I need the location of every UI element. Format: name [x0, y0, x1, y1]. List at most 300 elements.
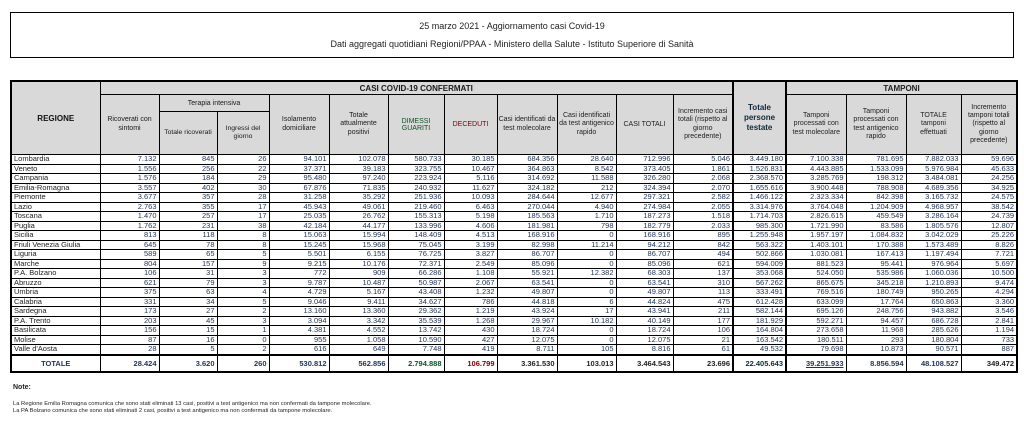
data-cell: 24.256	[961, 174, 1017, 184]
data-cell: 3	[217, 316, 269, 326]
data-cell: 49.061	[329, 202, 388, 212]
data-cell: 1.219	[444, 307, 497, 317]
data-cell: 909	[329, 269, 388, 279]
data-cell: 355	[159, 202, 217, 212]
header-ricoverati: Ricoverati con sintomi	[100, 95, 159, 155]
data-cell: 5.697	[961, 259, 1017, 269]
table-row	[11, 231, 1017, 241]
data-cell: 0	[557, 278, 616, 288]
data-cell: 1.518	[673, 212, 733, 222]
data-cell: 502.866	[733, 250, 786, 260]
table-row	[11, 278, 1017, 288]
data-cell: 494	[673, 250, 733, 260]
data-cell: 1.533.099	[846, 164, 906, 174]
data-cell: 13.360	[329, 307, 388, 317]
data-cell: 285.626	[906, 326, 961, 336]
data-cell: 2.068	[673, 174, 733, 184]
data-cell: 2.826.615	[786, 212, 846, 222]
data-cell: 3.557	[100, 183, 159, 193]
data-cell: 2.763	[100, 202, 159, 212]
header-regione: REGIONE	[11, 81, 100, 155]
total-value-cell: 103.013	[557, 355, 616, 372]
data-cell: 90.571	[906, 345, 961, 355]
data-cell: 3	[217, 269, 269, 279]
data-cell: 10.467	[444, 164, 497, 174]
data-cell: 63.541	[616, 278, 673, 288]
data-cell: 5.976.984	[906, 164, 961, 174]
data-cell: 8	[217, 240, 269, 250]
data-cell: 44.177	[329, 221, 388, 231]
data-cell: 34	[159, 297, 217, 307]
table-row	[11, 307, 1017, 317]
data-cell: 1.030.081	[786, 250, 846, 260]
data-cell: 645	[100, 240, 159, 250]
data-cell: 3.314.976	[733, 202, 786, 212]
data-cell: 248.756	[846, 307, 906, 317]
total-value-cell: 8.856.594	[846, 355, 906, 372]
data-cell: 2	[217, 345, 269, 355]
total-value-cell: 23.696	[673, 355, 733, 372]
data-cell: 293	[846, 335, 906, 345]
data-cell: 2.067	[444, 278, 497, 288]
data-cell: 1.194	[961, 326, 1017, 336]
data-cell: 12.382	[557, 269, 616, 279]
data-cell: 219.460	[388, 202, 444, 212]
data-cell: 97.240	[329, 174, 388, 184]
data-cell: 324.394	[616, 183, 673, 193]
data-cell: 256	[159, 164, 217, 174]
data-cell: 427	[444, 335, 497, 345]
data-cell: 12.075	[616, 335, 673, 345]
data-cell: 24.739	[961, 212, 1017, 222]
data-cell: 76.725	[388, 250, 444, 260]
region-name-cell: Toscana	[11, 212, 100, 222]
data-cell: 86.707	[616, 250, 673, 260]
table-row	[11, 269, 1017, 279]
data-cell: 589	[100, 250, 159, 260]
data-cell: 79.698	[786, 345, 846, 355]
data-cell: 976.964	[906, 259, 961, 269]
data-cell: 30	[217, 183, 269, 193]
data-cell: 333.491	[733, 288, 786, 298]
data-cell: 4.689.356	[906, 183, 961, 193]
report-title-line1: 25 marzo 2021 - Aggiornamento casi Covid-19	[419, 21, 605, 31]
data-cell: 3.764.048	[786, 202, 846, 212]
data-cell: 1.573.489	[906, 240, 961, 250]
data-cell: 75.045	[388, 240, 444, 250]
header-attualmente-positivi: Totale attualmente positivi	[329, 95, 388, 155]
table-row	[11, 174, 1017, 184]
header-casi-molecolare: Casi identificati da test molecolare	[497, 95, 557, 155]
data-cell: 9.474	[961, 278, 1017, 288]
data-cell: 1.762	[100, 221, 159, 231]
data-cell: 155.313	[388, 212, 444, 222]
data-cell: 63	[159, 288, 217, 298]
data-cell: 3.546	[961, 307, 1017, 317]
data-cell: 649	[329, 345, 388, 355]
total-value-cell: 22.405.643	[733, 355, 786, 372]
data-cell: 29.967	[497, 316, 557, 326]
data-cell: 17	[557, 307, 616, 317]
data-cell: 373.405	[616, 164, 673, 174]
data-cell: 1.255.948	[733, 231, 786, 241]
data-cell: 50.987	[388, 278, 444, 288]
data-cell: 695.126	[786, 307, 846, 317]
total-row	[11, 355, 1017, 372]
table-row	[11, 250, 1017, 260]
report-title-line2: Dati aggregati quotidiani Regioni/PPAA - Ministero della Salute - Istituto Superiore di Sanità	[330, 39, 694, 49]
data-cell: 182.779	[616, 221, 673, 231]
data-cell: 31.258	[269, 193, 329, 203]
data-cell: 18.724	[616, 326, 673, 336]
data-cell: 4.940	[557, 202, 616, 212]
data-cell: 82.998	[497, 240, 557, 250]
data-cell: 37.371	[269, 164, 329, 174]
data-cell: 94.457	[846, 316, 906, 326]
data-cell: 170.388	[846, 240, 906, 250]
data-cell: 10.093	[444, 193, 497, 203]
region-name-cell: P.A. Trento	[11, 316, 100, 326]
table-row	[11, 193, 1017, 203]
data-cell: 1.197.494	[906, 250, 961, 260]
data-cell: 563.322	[733, 240, 786, 250]
data-cell: 1.058	[329, 335, 388, 345]
data-cell: 79	[159, 278, 217, 288]
data-cell: 0	[557, 326, 616, 336]
data-cell: 592.271	[786, 316, 846, 326]
data-cell: 39.183	[329, 164, 388, 174]
data-cell: 12.677	[557, 193, 616, 203]
data-cell: 106	[673, 326, 733, 336]
data-cell: 45.943	[269, 202, 329, 212]
data-cell: 845	[159, 155, 217, 165]
data-cell: 1.710	[557, 212, 616, 222]
data-cell: 15.994	[329, 231, 388, 241]
data-cell: 12.807	[961, 221, 1017, 231]
region-name-cell: Puglia	[11, 221, 100, 231]
data-cell: 181.981	[497, 221, 557, 231]
data-cell: 78	[159, 240, 217, 250]
data-cell: 4.294	[961, 288, 1017, 298]
header-tamponi-antigenico: Tamponi processati con test antigenico rapido	[846, 95, 906, 155]
data-cell: 30.185	[444, 155, 497, 165]
data-cell: 284.644	[497, 193, 557, 203]
data-cell: 3.286.164	[906, 212, 961, 222]
data-cell: 44.818	[497, 297, 557, 307]
data-cell: 168.916	[497, 231, 557, 241]
data-cell: 314.692	[497, 174, 557, 184]
notes-section	[13, 384, 372, 415]
data-cell: 1.957.197	[786, 231, 846, 241]
data-cell: 34.925	[961, 183, 1017, 193]
data-cell: 24.575	[961, 193, 1017, 203]
data-cell: 187.273	[616, 212, 673, 222]
data-cell: 7.100.338	[786, 155, 846, 165]
header-persone-testate: Totale persone testate	[733, 81, 786, 155]
data-cell: 2.549	[444, 259, 497, 269]
data-cell: 68.303	[616, 269, 673, 279]
table-row	[11, 202, 1017, 212]
data-cell: 35.539	[388, 316, 444, 326]
data-cell: 1.714.703	[733, 212, 786, 222]
data-cell: 6.463	[444, 202, 497, 212]
data-cell: 17.764	[846, 297, 906, 307]
data-cell: 87	[100, 335, 159, 345]
data-cell: 459.549	[846, 212, 906, 222]
total-value-cell: 562.856	[329, 355, 388, 372]
data-cell: 10.873	[846, 345, 906, 355]
data-cell: 26.762	[329, 212, 388, 222]
header-isolamento: Isolamento domiciliare	[269, 95, 329, 155]
data-cell: 3.360	[961, 297, 1017, 307]
data-cell: 8.826	[961, 240, 1017, 250]
data-cell: 364.863	[497, 164, 557, 174]
region-name-cell: Valle d'Aosta	[11, 345, 100, 355]
data-cell: 18.724	[497, 326, 557, 336]
data-cell: 240.932	[388, 183, 444, 193]
data-cell: 17	[217, 202, 269, 212]
data-cell: 43.924	[497, 307, 557, 317]
data-cell: 257	[159, 212, 217, 222]
data-cell: 118	[159, 231, 217, 241]
data-cell: 133.996	[388, 221, 444, 231]
data-cell: 43.408	[388, 288, 444, 298]
table-row	[11, 288, 1017, 298]
data-cell: 10.182	[557, 316, 616, 326]
region-name-cell: Friuli Venezia Giulia	[11, 240, 100, 250]
data-cell: 43.941	[616, 307, 673, 317]
table-body	[11, 155, 1017, 372]
data-cell: 21	[673, 335, 733, 345]
table-row	[11, 240, 1017, 250]
region-name-cell: Umbria	[11, 288, 100, 298]
header-totale-ricoverati: Totale ricoverati	[159, 112, 217, 155]
data-cell: 3.484.081	[906, 174, 961, 184]
data-cell: 1.060.036	[906, 269, 961, 279]
data-cell: 786	[444, 297, 497, 307]
data-cell: 865.675	[786, 278, 846, 288]
data-cell: 2.055	[673, 202, 733, 212]
data-cell: 2.841	[961, 316, 1017, 326]
table-row	[11, 316, 1017, 326]
region-name-cell: Campania	[11, 174, 100, 184]
header-dimessi-guariti: DIMESSI GUARITI	[388, 95, 444, 155]
header-incremento-casi: Incremento casi totali (rispetto al giorno precedente)	[673, 95, 733, 155]
data-cell: 3.677	[100, 193, 159, 203]
data-cell: 71.835	[329, 183, 388, 193]
data-cell: 4	[217, 288, 269, 298]
data-cell: 881.523	[786, 259, 846, 269]
data-cell: 9.046	[269, 297, 329, 307]
data-cell: 9.411	[329, 297, 388, 307]
data-cell: 49.532	[733, 345, 786, 355]
data-cell: 168.916	[616, 231, 673, 241]
region-name-cell: Basilicata	[11, 326, 100, 336]
table-row	[11, 326, 1017, 336]
total-value-cell: 3.464.543	[616, 355, 673, 372]
data-cell: 10.590	[388, 335, 444, 345]
data-cell: 44.824	[616, 297, 673, 307]
data-cell: 310	[673, 278, 733, 288]
data-cell: 475	[673, 297, 733, 307]
data-cell: 273.658	[786, 326, 846, 336]
data-cell: 1.084.832	[846, 231, 906, 241]
data-cell: 72.371	[388, 259, 444, 269]
data-cell: 231	[159, 221, 217, 231]
data-cell: 3.199	[444, 240, 497, 250]
region-name-cell: Emilia-Romagna	[11, 183, 100, 193]
data-cell: 2.368.570	[733, 174, 786, 184]
data-cell: 5.167	[329, 288, 388, 298]
data-cell: 419	[444, 345, 497, 355]
data-cell: 94.212	[616, 240, 673, 250]
data-cell: 1.232	[444, 288, 497, 298]
data-cell: 1.210.893	[906, 278, 961, 288]
region-name-cell: Lombardia	[11, 155, 100, 165]
data-cell: 16	[159, 335, 217, 345]
region-name-cell: P.A. Bolzano	[11, 269, 100, 279]
note-line-1: La Regione Emilia Romagna comunica che sono stati eliminati 13 casi, positivi a test antigenico ma non confermati da tampone molecolare.	[13, 401, 372, 407]
total-value-cell: 3.620	[159, 355, 217, 372]
data-cell: 2	[217, 307, 269, 317]
data-cell: 28	[100, 345, 159, 355]
data-cell: 612.428	[733, 297, 786, 307]
region-name-cell: Veneto	[11, 164, 100, 174]
data-cell: 621	[673, 259, 733, 269]
data-cell: 137	[673, 269, 733, 279]
data-cell: 13.160	[269, 307, 329, 317]
data-cell: 251.936	[388, 193, 444, 203]
header-incremento-tamponi: Incremento tamponi totali (rispetto al giorno precedente)	[961, 95, 1017, 155]
data-cell: 40.149	[616, 316, 673, 326]
total-value-cell: 349.472	[961, 355, 1017, 372]
data-cell: 324.182	[497, 183, 557, 193]
data-cell: 167.413	[846, 250, 906, 260]
header-terapia-intensiva: Terapia intensiva	[159, 95, 269, 112]
data-cell: 3.342	[329, 316, 388, 326]
data-cell: 13.742	[388, 326, 444, 336]
region-name-cell: Lazio	[11, 202, 100, 212]
data-cell: 345.218	[846, 278, 906, 288]
data-cell: 9.215	[269, 259, 329, 269]
data-cell: 895	[673, 231, 733, 241]
data-cell: 3.094	[269, 316, 329, 326]
data-cell: 7.748	[388, 345, 444, 355]
header-tamponi-molecolare: Tamponi processati con test molecolare	[786, 95, 846, 155]
data-cell: 1.805.576	[906, 221, 961, 231]
data-cell: 10.487	[329, 278, 388, 288]
region-name-cell: Sicilia	[11, 231, 100, 241]
total-value-cell: 28.424	[100, 355, 159, 372]
data-cell: 684.356	[497, 155, 557, 165]
data-cell: 11.627	[444, 183, 497, 193]
table-row	[11, 183, 1017, 193]
data-cell: 164.804	[733, 326, 786, 336]
data-cell: 4.381	[269, 326, 329, 336]
notes-title: Note:	[13, 384, 31, 391]
data-cell: 184	[159, 174, 217, 184]
data-cell: 4.729	[269, 288, 329, 298]
data-cell: 5.116	[444, 174, 497, 184]
data-cell: 633.099	[786, 297, 846, 307]
table-row	[11, 221, 1017, 231]
data-cell: 61	[673, 345, 733, 355]
data-cell: 5.501	[269, 250, 329, 260]
data-cell: 25.226	[961, 231, 1017, 241]
data-cell: 3.449.180	[733, 155, 786, 165]
data-cell: 177	[673, 316, 733, 326]
region-name-cell: Calabria	[11, 297, 100, 307]
data-cell: 733	[961, 335, 1017, 345]
data-cell: 95.441	[846, 259, 906, 269]
data-cell: 2.323.334	[786, 193, 846, 203]
region-name-cell: Sardegna	[11, 307, 100, 317]
data-cell: 375	[100, 288, 159, 298]
data-cell: 0	[217, 335, 269, 345]
table-header	[11, 81, 1017, 155]
data-cell: 12.075	[497, 335, 557, 345]
data-cell: 83.586	[846, 221, 906, 231]
data-cell: 163.542	[733, 335, 786, 345]
data-cell: 1.466.122	[733, 193, 786, 203]
data-cell: 5.198	[444, 212, 497, 222]
data-cell: 943.882	[906, 307, 961, 317]
table-row	[11, 212, 1017, 222]
data-cell: 86.707	[497, 250, 557, 260]
data-cell: 2.070	[673, 183, 733, 193]
data-cell: 712.996	[616, 155, 673, 165]
data-cell: 85.096	[616, 259, 673, 269]
data-cell: 1.721.990	[786, 221, 846, 231]
data-cell: 11.968	[846, 326, 906, 336]
data-cell: 798	[557, 221, 616, 231]
data-cell: 157	[159, 259, 217, 269]
data-cell: 5	[217, 250, 269, 260]
data-cell: 28	[217, 193, 269, 203]
data-cell: 9	[217, 259, 269, 269]
data-cell: 621	[100, 278, 159, 288]
data-cell: 2.582	[673, 193, 733, 203]
data-cell: 772	[269, 269, 329, 279]
header-group-tamponi: TAMPONI	[786, 81, 1017, 95]
data-cell: 0	[557, 288, 616, 298]
data-cell: 813	[100, 231, 159, 241]
data-cell: 842	[673, 240, 733, 250]
data-cell: 26	[217, 155, 269, 165]
data-cell: 4.443.885	[786, 164, 846, 174]
data-cell: 3.165.732	[906, 193, 961, 203]
data-cell: 1.576	[100, 174, 159, 184]
data-cell: 211	[673, 307, 733, 317]
data-cell: 788.908	[846, 183, 906, 193]
data-cell: 22	[217, 164, 269, 174]
data-cell: 0	[557, 259, 616, 269]
data-cell: 524.050	[786, 269, 846, 279]
region-name-cell: Molise	[11, 335, 100, 345]
data-cell: 402	[159, 183, 217, 193]
data-cell: 181.929	[733, 316, 786, 326]
data-cell: 180.511	[786, 335, 846, 345]
data-cell: 7.882.033	[906, 155, 961, 165]
data-cell: 9.787	[269, 278, 329, 288]
data-cell: 5.046	[673, 155, 733, 165]
table-row	[11, 335, 1017, 345]
data-cell: 1.470	[100, 212, 159, 222]
data-cell: 1.526.831	[733, 164, 786, 174]
data-cell: 180.749	[846, 288, 906, 298]
data-cell: 15.245	[269, 240, 329, 250]
note-line-2: La PA Bolzano comunica che sono stati eliminati 2 casi, positivi a test antigenico ma non confermati da tampone molecolare.	[13, 408, 333, 415]
